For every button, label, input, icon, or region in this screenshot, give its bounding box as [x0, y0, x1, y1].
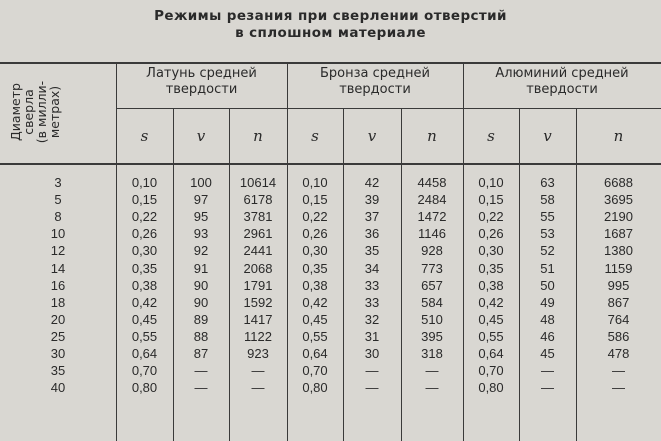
table-cell: 0,26: [131, 226, 158, 242]
diameter-value: 14: [50, 260, 66, 276]
document-title: [0, 8, 661, 42]
table-cell: 0,64: [302, 346, 328, 361]
material-header: [287, 66, 463, 98]
table-cell: 1380: [604, 243, 633, 259]
table-cell: 88: [193, 328, 209, 344]
table-cell: 0,45: [478, 311, 504, 327]
table-cell: 34: [364, 260, 380, 276]
table-cell: 2484: [417, 192, 447, 208]
material-name-line-2: твердости: [526, 82, 598, 97]
table-cell: 395: [421, 328, 443, 344]
table-cell: 923: [247, 346, 269, 361]
table-cell: 35: [364, 243, 380, 259]
table-cell: 33: [364, 277, 380, 293]
table-cell: 2961: [243, 226, 273, 242]
table-cell: 46: [540, 328, 555, 344]
diameter-value: 25: [50, 328, 66, 344]
table-cell: 0,64: [131, 346, 158, 361]
header-bottom-rule: [0, 163, 661, 165]
table-cell: 1122: [244, 328, 272, 344]
table-cell: 6178: [243, 192, 273, 208]
table-cell: 0,38: [478, 277, 504, 293]
table-cell: 48: [540, 311, 555, 327]
table-cell: 52: [540, 243, 555, 259]
table-cell: 33: [364, 294, 380, 310]
subcolumn-header-n: n: [253, 127, 263, 145]
table-cell: 91: [193, 260, 209, 276]
subcolumn-header-s: s: [311, 127, 319, 145]
material-name-line-1: Алюминий средней: [495, 66, 629, 81]
table-cell: 3695: [604, 192, 633, 208]
diameter-value: 40: [50, 380, 66, 396]
table-cell: 0,30: [131, 243, 158, 259]
table-cell: 92: [193, 243, 209, 259]
table-cell: 928: [421, 243, 443, 259]
table-cell: 4458: [417, 175, 447, 190]
table-cell: 0,55: [478, 328, 504, 344]
table-cell: 87: [193, 346, 209, 361]
table-cell: —: [194, 380, 208, 396]
table-cell: 45: [540, 346, 555, 361]
table-cell: 1791: [243, 277, 273, 293]
table-cell: —: [612, 380, 625, 396]
table-cell: 0,15: [131, 192, 158, 208]
diameter-value: 18: [50, 294, 66, 310]
table-cell: 93: [193, 226, 209, 242]
table-cell: 58: [540, 192, 555, 208]
material-header: [463, 66, 661, 98]
material-name-line-2: твердости: [339, 82, 411, 97]
table-cell: —: [425, 380, 439, 396]
table-cell: 0,64: [478, 346, 504, 361]
diameter-value: 5: [54, 192, 62, 208]
table-cell: 0,55: [302, 328, 328, 344]
table-cell: 53: [540, 226, 555, 242]
diameter-header-line: метрах): [47, 85, 62, 139]
table-cell: 867: [607, 294, 630, 310]
table-cell: 1159: [604, 260, 633, 276]
table-cell: 0,22: [478, 209, 504, 225]
table-cell: 49: [540, 294, 555, 310]
table-cell: 584: [421, 294, 443, 310]
table-cell: 0,45: [131, 311, 158, 327]
table-cell: 478: [607, 346, 630, 361]
subheader-rule: [116, 108, 661, 109]
table-cell: 42: [364, 175, 380, 190]
table-cell: 30: [364, 346, 380, 361]
title-line-2: в сплошном материале: [235, 25, 426, 41]
table-cell: 0,42: [478, 294, 504, 310]
table-cell: 50: [540, 277, 555, 293]
subcolumn-header-v: v: [543, 127, 552, 145]
table-cell: 318: [421, 346, 443, 361]
table-cell: 0,35: [478, 260, 504, 276]
table-cell: —: [425, 363, 439, 379]
table-cell: 0,26: [478, 226, 504, 242]
diameter-value: 20: [50, 311, 66, 327]
table-cell: 0,45: [302, 311, 328, 327]
table-cell: 764: [607, 311, 630, 327]
table-cell: 0,35: [302, 260, 328, 276]
table-cell: 3781: [243, 209, 273, 225]
table-cell: 1472: [417, 209, 447, 225]
table-cell: —: [541, 363, 554, 379]
material-name-line-2: твердости: [165, 82, 238, 97]
table-cell: 0,70: [131, 363, 158, 379]
subcolumn-header-n: n: [613, 127, 624, 145]
subcolumn-header-s: s: [487, 127, 495, 145]
table-cell: 0,42: [131, 294, 158, 310]
table-cell: 1687: [604, 226, 633, 242]
table-cell: 0,30: [302, 243, 328, 259]
table-cell: 2441: [243, 243, 273, 259]
table-cell: 773: [421, 260, 443, 276]
table-cell: 0,80: [131, 380, 158, 396]
diameter-header-line: Диаметр: [8, 83, 23, 141]
table-cell: —: [194, 363, 208, 379]
table-cell: 1592: [243, 294, 273, 310]
table-cell: 0,38: [131, 277, 158, 293]
table-cell: —: [251, 380, 265, 396]
table-cell: 97: [193, 192, 209, 208]
subcolumn-header-v: v: [367, 127, 377, 145]
diameter-header-line: (в милли-: [34, 80, 49, 144]
table-cell: 36: [364, 226, 380, 242]
material-name-line-1: Бронза средней: [320, 66, 430, 81]
table-cell: 89: [193, 311, 209, 327]
table-cell: 0,10: [478, 175, 504, 190]
diameter-value: 16: [50, 277, 66, 293]
table-cell: 1417: [243, 311, 273, 327]
table-cell: 0,55: [131, 328, 158, 344]
table-cell: 55: [540, 209, 555, 225]
table-cell: 2068: [243, 260, 273, 276]
table-cell: —: [251, 363, 265, 379]
table-cell: 37: [364, 209, 380, 225]
table-cell: 0,70: [478, 363, 504, 379]
table-cell: 63: [540, 175, 555, 190]
table-cell: 100: [190, 175, 212, 190]
diameter-value: 8: [54, 209, 62, 225]
table-cell: 0,26: [302, 226, 328, 242]
table-cell: 995: [607, 277, 630, 293]
table-cell: 0,15: [302, 192, 328, 208]
table-cell: 95: [193, 209, 209, 225]
subcolumn-header-n: n: [427, 127, 437, 145]
table-cell: 0,22: [131, 209, 158, 225]
table-cell: 0,70: [302, 363, 328, 379]
diameter-value: 12: [50, 243, 66, 259]
table-cell: 10614: [239, 175, 277, 190]
table-cell: 0,10: [131, 175, 158, 190]
table-cell: 32: [364, 311, 380, 327]
table-cell: 51: [540, 260, 555, 276]
table-cell: 586: [607, 328, 630, 344]
subcolumn-header-v: v: [196, 127, 206, 145]
diameter-value: 35: [50, 363, 66, 379]
diameter-value: 3: [54, 175, 62, 190]
table-cell: —: [365, 380, 379, 396]
table-cell: —: [365, 363, 379, 379]
table-cell: 0,35: [131, 260, 158, 276]
table-cell: 0,42: [302, 294, 328, 310]
diameter-value: 10: [50, 226, 66, 242]
table-cell: 1146: [418, 226, 446, 242]
table-cell: 0,38: [302, 277, 328, 293]
table-cell: 6688: [604, 175, 633, 190]
material-name-line-1: Латунь средней: [146, 66, 257, 81]
table-cell: 0,22: [302, 209, 328, 225]
table-cell: —: [541, 380, 554, 396]
table-cell: 2190: [604, 209, 633, 225]
subcolumn-header-s: s: [140, 127, 149, 145]
table-cell: 39: [364, 192, 380, 208]
table-cell: 0,30: [478, 243, 504, 259]
table-cell: —: [612, 363, 625, 379]
table-cell: 90: [193, 294, 209, 310]
title-line-1: Режимы резания при сверлении отверстий: [154, 8, 507, 24]
table-cell: 0,10: [302, 175, 328, 190]
table-cell: 90: [193, 277, 209, 293]
table-cell: 657: [421, 277, 443, 293]
diameter-header-line: сверла: [21, 89, 36, 135]
table-cell: 31: [364, 328, 380, 344]
diameter-value: 30: [50, 346, 66, 361]
diameter-column-header: [9, 62, 61, 162]
table-cell: 510: [421, 311, 443, 327]
table-cell: 0,80: [478, 380, 504, 396]
material-header: [116, 66, 287, 98]
table-cell: 0,80: [302, 380, 328, 396]
table-cell: 0,15: [478, 192, 504, 208]
table-top-rule: [0, 62, 661, 64]
